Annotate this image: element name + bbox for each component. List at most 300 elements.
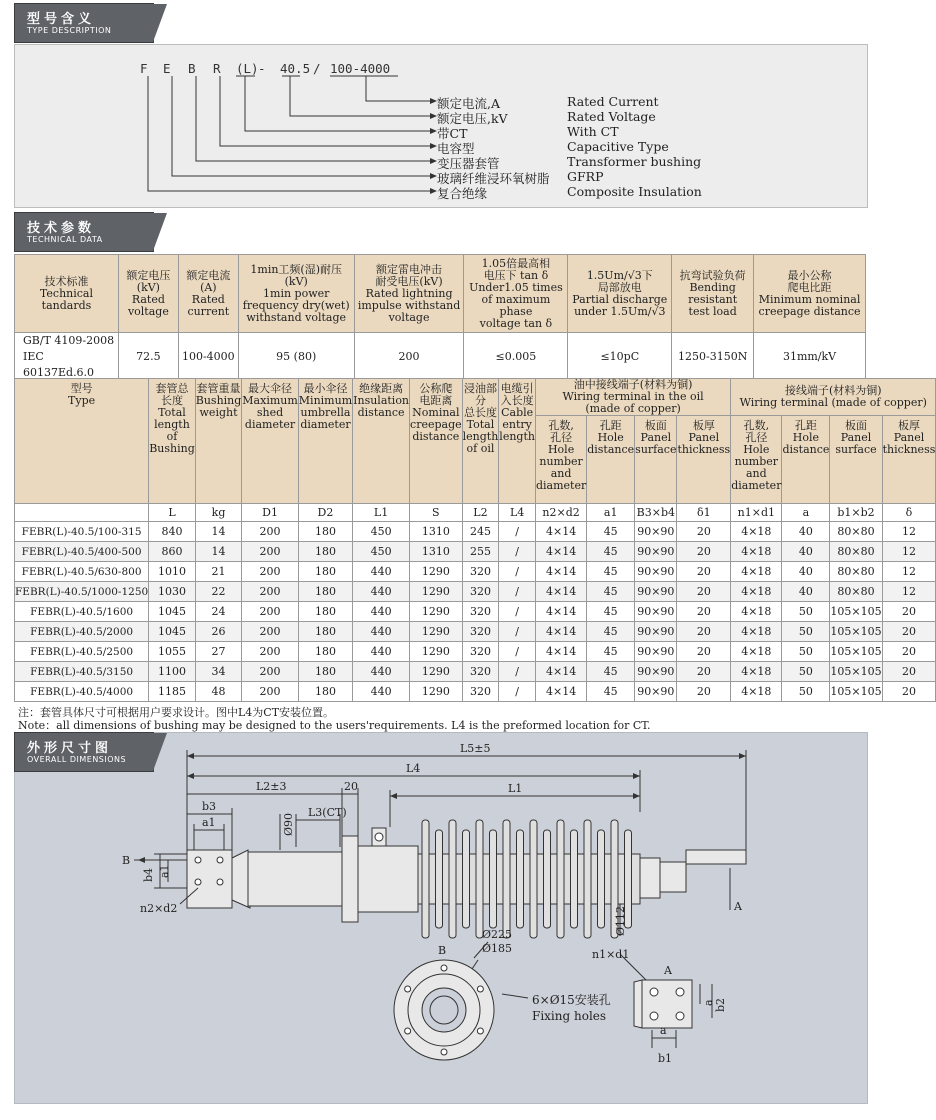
dim-value-cell: 27 (195, 642, 242, 662)
dim-l5: L5±5 (460, 742, 491, 755)
dim-subheader-cell: 板厚 Panel thickness (677, 416, 731, 504)
view-b-label: B (122, 854, 131, 867)
dim-value-cell: 180 (298, 662, 352, 682)
dim-value-cell: 4×14 (535, 682, 586, 702)
dim-value-cell: 48 (195, 682, 242, 702)
dim-value-cell: 90×90 (635, 562, 677, 582)
dim-value-cell: 200 (242, 642, 299, 662)
dim-header-cell: 绝缘距离 Insulation distance (353, 379, 410, 504)
dim-l2: L2±3 (256, 780, 287, 793)
dim-l4: L4 (406, 762, 421, 775)
dim-value-cell: 20 (882, 642, 936, 662)
type-code-leaders (0, 0, 880, 210)
dim-value-cell: 1290 (410, 682, 463, 702)
note-cn: 注：套管具体尺寸可根据用户要求设计。图中L4为CT安装位置。 (18, 706, 335, 719)
table-row (15, 682, 936, 702)
flange-hole (441, 965, 447, 971)
dim-unit-cell: δ1 (677, 504, 731, 522)
dim-header-cell: 浸油部分 总长度 Total length of oil (462, 379, 499, 504)
section-title-cn: 外形尺寸图 (27, 741, 113, 756)
tech-standard-2: IEC 60137Ed.6.0 (23, 350, 95, 379)
dim-value-cell: 12 (882, 542, 936, 562)
dim-value-cell: 90×90 (635, 542, 677, 562)
insulator-shed (598, 830, 605, 928)
insulator-shed (544, 830, 551, 928)
dim-subheader-cell: 孔数, 孔径 Hole number and diameter (731, 416, 782, 504)
dim-value-cell: 200 (242, 522, 299, 542)
dim-subheader-cell: 孔数, 孔径 Hole number and diameter (535, 416, 586, 504)
section-title-cn: 技术参数 (27, 221, 96, 236)
dim-value-cell: 440 (353, 582, 410, 602)
dim-value-cell: 4×18 (731, 642, 782, 662)
insulator-shed (449, 820, 456, 938)
dim-value-cell: 440 (353, 662, 410, 682)
dim-value-cell: 200 (242, 622, 299, 642)
dim-value-cell: 4×14 (535, 662, 586, 682)
dim-a1: a1 (202, 816, 216, 829)
flange-hole (441, 1049, 447, 1055)
section-title-cn: 型号含义 (27, 12, 96, 27)
dim-value-cell: 1290 (410, 642, 463, 662)
dim-value-cell: 255 (462, 542, 499, 562)
dim-value-cell: 105×105 (830, 602, 882, 622)
tech-bending-load: 1250-3150N (672, 333, 754, 382)
dim-unit-cell (15, 504, 149, 522)
dim-subheader-cell: 孔距 Hole distance (782, 416, 830, 504)
dim-phi90: Ø90 (282, 812, 295, 836)
dim-value-cell: 20 (677, 642, 731, 662)
dim-type-cell: FEBR(L)-40.5/2000 (15, 622, 149, 642)
dim-value-cell: 4×18 (731, 602, 782, 622)
dim-value-cell: 4×18 (731, 542, 782, 562)
dim-phi112: Ø112 (614, 905, 627, 936)
type-code-part: B (188, 61, 196, 76)
dim-value-cell: 180 (298, 562, 352, 582)
dim-value-cell: 105×105 (830, 642, 882, 662)
dim-value-cell: 20 (882, 682, 936, 702)
tech-header-cell: 1.5Um/√3下 局部放电 Partial discharge under 1.5Um/√3 (568, 255, 672, 333)
insulator-shed (557, 820, 564, 938)
insulator-shed (571, 830, 578, 928)
tech-table (14, 254, 866, 382)
type-desc-cn: 带CT (437, 126, 468, 141)
table-row (15, 542, 936, 562)
tech-lightning-impulse: 200 (354, 333, 464, 382)
dim-units-row (15, 504, 936, 522)
type-desc-cn: 电容型 (437, 141, 475, 156)
dim-value-cell: 4×18 (731, 662, 782, 682)
dim-value-cell: 4×14 (535, 602, 586, 622)
dim-value-cell: 1290 (410, 562, 463, 582)
type-desc-en: Capacitive Type (567, 139, 669, 154)
type-code-part: R (213, 61, 221, 76)
dim-value-cell: 50 (782, 662, 830, 682)
type-code-part: 40.5 (280, 61, 311, 76)
type-desc-cn: 额定电流,A (437, 96, 501, 111)
dim-phi185: Ø185 (482, 942, 513, 955)
dim-subheader-cell: 板面 Panel surface (830, 416, 882, 504)
dim-type-cell: FEBR(L)-40.5/1600 (15, 602, 149, 622)
dim-value-cell: 20 (882, 662, 936, 682)
type-desc-cn: 玻璃纤维浸环氧树脂 (437, 171, 550, 186)
dim-value-cell: 12 (882, 522, 936, 542)
dim-unit-cell: L1 (353, 504, 410, 522)
dim-subheader-cell: 板厚 Panel thickness (882, 416, 936, 504)
dim-value-cell: 50 (782, 642, 830, 662)
insulator-shed (476, 820, 483, 938)
tech-header-cell: 额定雷电冲击 耐受电压(kV) Rated lightning impulse withstand voltage (354, 255, 464, 333)
dim-value-cell: 20 (677, 562, 731, 582)
dim-unit-cell: D1 (242, 504, 299, 522)
insulator-shed (490, 830, 497, 928)
dim-type-cell: FEBR(L)-40.5/630-800 (15, 562, 149, 582)
note-en: Note：all dimensions of bushing may be designed to the users'requirements. L4 is the preformed location for CT. (18, 719, 651, 732)
type-code-part: 100-4000 (330, 61, 391, 76)
insulator-shed (584, 820, 591, 938)
dim-value-cell: 200 (242, 542, 299, 562)
dim-value-cell: 12 (882, 582, 936, 602)
dim-value-cell: 24 (195, 602, 242, 622)
insulator-shed (517, 830, 524, 928)
dim-value-cell: 180 (298, 542, 352, 562)
dim-value-cell: 45 (587, 662, 635, 682)
dim-value-cell: 45 (587, 522, 635, 542)
dim-b4: b4 (142, 867, 155, 882)
dim-value-cell: 12 (882, 562, 936, 582)
section-title-en: TYPE DESCRIPTION (27, 26, 112, 35)
dim-value-cell: 860 (149, 542, 196, 562)
fixing-holes-en: Fixing holes (532, 1009, 607, 1023)
type-code-part: - (258, 61, 266, 76)
dim-header-cell: 最大伞径 Maximum shed diameter (242, 379, 299, 504)
dim-header-cell: 最小伞径 Minimum umbrella diameter (298, 379, 352, 504)
dim-value-cell: 14 (195, 522, 242, 542)
dim-unit-cell: kg (195, 504, 242, 522)
type-desc-en: Rated Current (567, 94, 659, 109)
table-row (15, 642, 936, 662)
dim-value-cell: 840 (149, 522, 196, 542)
dim-value-cell: / (499, 582, 536, 602)
dim-type-cell: FEBR(L)-40.5/3150 (15, 662, 149, 682)
dim-value-cell: 4×18 (731, 682, 782, 702)
dim-value-cell: / (499, 542, 536, 562)
tech-rated-current: 100-4000 (178, 333, 238, 382)
dim-value-cell: 90×90 (635, 522, 677, 542)
dim-value-cell: 320 (462, 582, 499, 602)
dim-value-cell: 1290 (410, 662, 463, 682)
dim-value-cell: 4×18 (731, 562, 782, 582)
dim-type-cell: FEBR(L)-40.5/100-315 (15, 522, 149, 542)
dim-value-cell: 4×14 (535, 622, 586, 642)
dim-value-cell: 40 (782, 562, 830, 582)
dim-value-cell: 450 (353, 542, 410, 562)
insulator-shed (422, 820, 429, 938)
dim-value-cell: 245 (462, 522, 499, 542)
table-row (15, 662, 936, 682)
dim-value-cell: 45 (587, 582, 635, 602)
air-terminal-group-header: 接线端子(材料为铜) Wiring terminal (made of copper) (731, 379, 936, 416)
dim-l1: L1 (508, 782, 523, 795)
dim-value-cell: 180 (298, 582, 352, 602)
dim-value-cell: 1290 (410, 582, 463, 602)
dim-value-cell: 200 (242, 682, 299, 702)
dim-value-cell: 90×90 (635, 622, 677, 642)
dim-value-cell: 440 (353, 562, 410, 582)
type-code-part: / (313, 61, 321, 76)
flange-hole (477, 986, 483, 992)
dim-value-cell: 45 (587, 542, 635, 562)
view-a-terminal-label: A (664, 964, 672, 977)
dim-value-cell: 450 (353, 522, 410, 542)
dim-value-cell: 440 (353, 622, 410, 642)
section-title-en: TECHNICAL DATA (27, 235, 103, 244)
dim-value-cell: / (499, 602, 536, 622)
dim-value-cell: 45 (587, 622, 635, 642)
dim-value-cell: 440 (353, 602, 410, 622)
dim-value-cell: 40 (782, 582, 830, 602)
dim-value-cell: 180 (298, 622, 352, 642)
dim-type-cell: FEBR(L)-40.5/4000 (15, 682, 149, 702)
dim-a: a (702, 999, 715, 1006)
dim-value-cell: 440 (353, 642, 410, 662)
type-code-part: F (140, 61, 148, 76)
dim-type-cell: FEBR(L)-40.5/1000-1250 (15, 582, 149, 602)
fixing-holes-cn: 6×Ø15安装孔 (532, 993, 611, 1007)
dim-value-cell: 1290 (410, 622, 463, 642)
dim-value-cell: 20 (677, 682, 731, 702)
tech-partial-discharge: ≤10pC (568, 333, 672, 382)
dim-value-cell: 45 (587, 562, 635, 582)
dim-value-cell: 4×18 (731, 582, 782, 602)
dim-value-cell: 50 (782, 622, 830, 642)
dim-n2d2: n2×d2 (140, 902, 178, 915)
dim-value-cell: 45 (587, 642, 635, 662)
dim-value-cell: 20 (677, 602, 731, 622)
tech-rated-voltage: 72.5 (118, 333, 178, 382)
dim-header-cell: 套管总 长度 Total length of Bushing (149, 379, 196, 504)
dim-value-cell: 45 (587, 682, 635, 702)
dim-a-horizontal: a (660, 1024, 667, 1037)
dim-value-cell: 40 (782, 522, 830, 542)
dim-value-cell: 180 (298, 602, 352, 622)
dimension-table (14, 378, 936, 702)
dim-value-cell: / (499, 522, 536, 542)
dim-value-cell: 4×14 (535, 582, 586, 602)
dim-value-cell: 4×14 (535, 542, 586, 562)
dim-value-cell: 90×90 (635, 602, 677, 622)
insulator-shed (503, 820, 510, 938)
dim-value-cell: 80×80 (830, 542, 882, 562)
tech-header-cell: 技术标准 Technical tandards (15, 255, 119, 333)
section-title-en: OVERALL DIMENSIONS (27, 755, 127, 764)
dim-value-cell: 80×80 (830, 582, 882, 602)
dim-value-cell: 320 (462, 642, 499, 662)
dim-value-cell: 90×90 (635, 582, 677, 602)
type-desc-cn: 额定电压,kV (437, 111, 508, 126)
flange-hole (405, 1028, 411, 1034)
flange-hole (477, 1028, 483, 1034)
dim-b3: b3 (202, 800, 217, 813)
dim-value-cell: 320 (462, 622, 499, 642)
dim-value-cell: 22 (195, 582, 242, 602)
tech-standard-cell (15, 333, 119, 382)
dim-value-cell: 320 (462, 602, 499, 622)
dim-value-cell: / (499, 662, 536, 682)
dim-value-cell: 34 (195, 662, 242, 682)
view-b-flange-label: B (438, 944, 447, 957)
dim-header-cell: 电缆引 入长度 Cable entry length (499, 379, 536, 504)
dim-value-cell: 4×18 (731, 522, 782, 542)
dim-value-cell: 1010 (149, 562, 196, 582)
dim-value-cell: 440 (353, 682, 410, 702)
dim-n1d1: n1×d1 (592, 948, 630, 961)
dim-value-cell: 4×18 (731, 622, 782, 642)
dim-value-cell: 20 (677, 622, 731, 642)
dim-value-cell: 20 (882, 622, 936, 642)
dim-value-cell: 105×105 (830, 622, 882, 642)
tech-tan-delta: ≤0.005 (464, 333, 568, 382)
dim-value-cell: 20 (677, 662, 731, 682)
dim-value-cell: 45 (587, 602, 635, 622)
dim-unit-cell: L4 (499, 504, 536, 522)
dim-header-cell: 公称爬 电距离 Nominal creepage distance (410, 379, 463, 504)
dim-value-cell: 50 (782, 602, 830, 622)
tech-standard-1: GB/T 4109-2008 (23, 334, 115, 347)
dim-value-cell: 105×105 (830, 682, 882, 702)
dim-value-cell: 4×14 (535, 642, 586, 662)
insulator-shed (530, 820, 537, 938)
dim-unit-cell: L2 (462, 504, 499, 522)
dim-value-cell: 14 (195, 542, 242, 562)
dim-type-cell: FEBR(L)-40.5/400-500 (15, 542, 149, 562)
dim-value-cell: 1185 (149, 682, 196, 702)
dim-value-cell: 320 (462, 682, 499, 702)
dim-value-cell: 200 (242, 602, 299, 622)
tech-header-cell: 1.05倍最高相 电压下 tan δ Under1.05 times of maximum phase voltage tan δ (464, 255, 568, 333)
tech-table-header-row (15, 255, 866, 333)
dim-value-cell: / (499, 562, 536, 582)
dim-header-cell: 型号 Type (15, 379, 149, 504)
dim-value-cell: 200 (242, 562, 299, 582)
dim-value-cell: 1055 (149, 642, 196, 662)
type-desc-en: Composite Insulation (567, 184, 702, 199)
insulator-shed (436, 830, 443, 928)
dim-value-cell: 180 (298, 642, 352, 662)
insulator-shed (463, 830, 470, 928)
dim-subheader-cell: 板面 Panel surface (635, 416, 677, 504)
table-row (15, 522, 936, 542)
dim-value-cell: 1310 (410, 522, 463, 542)
dim-value-cell: 105×105 (830, 662, 882, 682)
dim-value-cell: 20 (677, 522, 731, 542)
dim-value-cell: 90×90 (635, 682, 677, 702)
dim-l3: L3(CT) (308, 806, 347, 819)
tech-creepage: 31mm/kV (754, 333, 866, 382)
dim-b1: b1 (658, 1052, 673, 1065)
dim-value-cell: 320 (462, 662, 499, 682)
dim-a1-vertical: a1 (158, 864, 171, 878)
dim-unit-cell: n1×d1 (731, 504, 782, 522)
dim-value-cell: 200 (242, 662, 299, 682)
type-desc-en: GFRP (567, 169, 604, 184)
dim-value-cell: 1045 (149, 622, 196, 642)
dim-value-cell: 180 (298, 522, 352, 542)
table-row (15, 602, 936, 622)
tech-header-cell: 额定电压 (kV) Rated voltage (118, 255, 178, 333)
dim-value-cell: / (499, 682, 536, 702)
dim-unit-cell: δ (882, 504, 936, 522)
type-desc-en: Transformer bushing (567, 154, 702, 169)
dim-value-cell: 26 (195, 622, 242, 642)
dim-value-cell: 90×90 (635, 642, 677, 662)
dim-header-cell: 套管重量 Bushing weight (195, 379, 242, 504)
type-desc-en: Rated Voltage (567, 109, 656, 124)
table-row (15, 622, 936, 642)
dim-unit-cell: L (149, 504, 196, 522)
dim-20: 20 (344, 780, 358, 793)
dim-value-cell: 90×90 (635, 662, 677, 682)
dim-phi225: Ø225 (482, 928, 513, 941)
dim-value-cell: / (499, 622, 536, 642)
bushing-drawing (0, 732, 880, 1102)
dim-value-cell: 50 (782, 682, 830, 702)
dim-value-cell: 4×14 (535, 522, 586, 542)
dim-value-cell: 40 (782, 542, 830, 562)
dim-subheader-cell: 孔距 Hole distance (587, 416, 635, 504)
dim-value-cell: 20 (882, 602, 936, 622)
dim-value-cell: 80×80 (830, 522, 882, 542)
dim-value-cell: / (499, 642, 536, 662)
dim-value-cell: 20 (677, 582, 731, 602)
tech-header-cell: 最小公称 爬电比距 Minimum nominal creepage distance (754, 255, 866, 333)
tech-power-frequency: 95 (80) (238, 333, 354, 382)
oil-terminal-group-header: 油中接线端子(材料为铜) Wiring terminal in the oil (made of copper) (535, 379, 730, 416)
dim-value-cell: 1290 (410, 602, 463, 622)
dim-unit-cell: a (782, 504, 830, 522)
type-desc-cn: 变压器套管 (437, 156, 500, 171)
table-row (15, 562, 936, 582)
table-row (15, 582, 936, 602)
dim-value-cell: 320 (462, 562, 499, 582)
dim-value-cell: 1100 (149, 662, 196, 682)
type-code-part: (L) (236, 61, 259, 76)
tech-header-cell: 额定电流 (A) Rated current (178, 255, 238, 333)
dim-value-cell: 4×14 (535, 562, 586, 582)
dim-value-cell: 1030 (149, 582, 196, 602)
dim-b2: b2 (714, 997, 727, 1012)
dim-unit-cell: S (410, 504, 463, 522)
dim-value-cell: 1045 (149, 602, 196, 622)
dim-value-cell: 200 (242, 582, 299, 602)
dim-value-cell: 20 (677, 542, 731, 562)
dim-value-cell: 180 (298, 682, 352, 702)
tech-header-cell: 抗弯试验负荷 Bending resistant test load (672, 255, 754, 333)
tech-header-cell: 1min工频(湿)耐压 (kV) 1min power frequency dry(wet) withstand voltage (238, 255, 354, 333)
dim-value-cell: 80×80 (830, 562, 882, 582)
dim-unit-cell: b1×b2 (830, 504, 882, 522)
dim-unit-cell: n2×d2 (535, 504, 586, 522)
dim-header-row (15, 379, 936, 416)
dim-unit-cell: a1 (587, 504, 635, 522)
view-a-label: A (734, 900, 742, 913)
dim-type-cell: FEBR(L)-40.5/2500 (15, 642, 149, 662)
type-desc-cn: 复合绝缘 (437, 186, 488, 201)
section-header-tech (14, 212, 154, 252)
type-desc-en: With CT (567, 124, 619, 139)
flange-hole (405, 986, 411, 992)
type-code-part: E (163, 61, 171, 76)
dim-value-cell: 1310 (410, 542, 463, 562)
